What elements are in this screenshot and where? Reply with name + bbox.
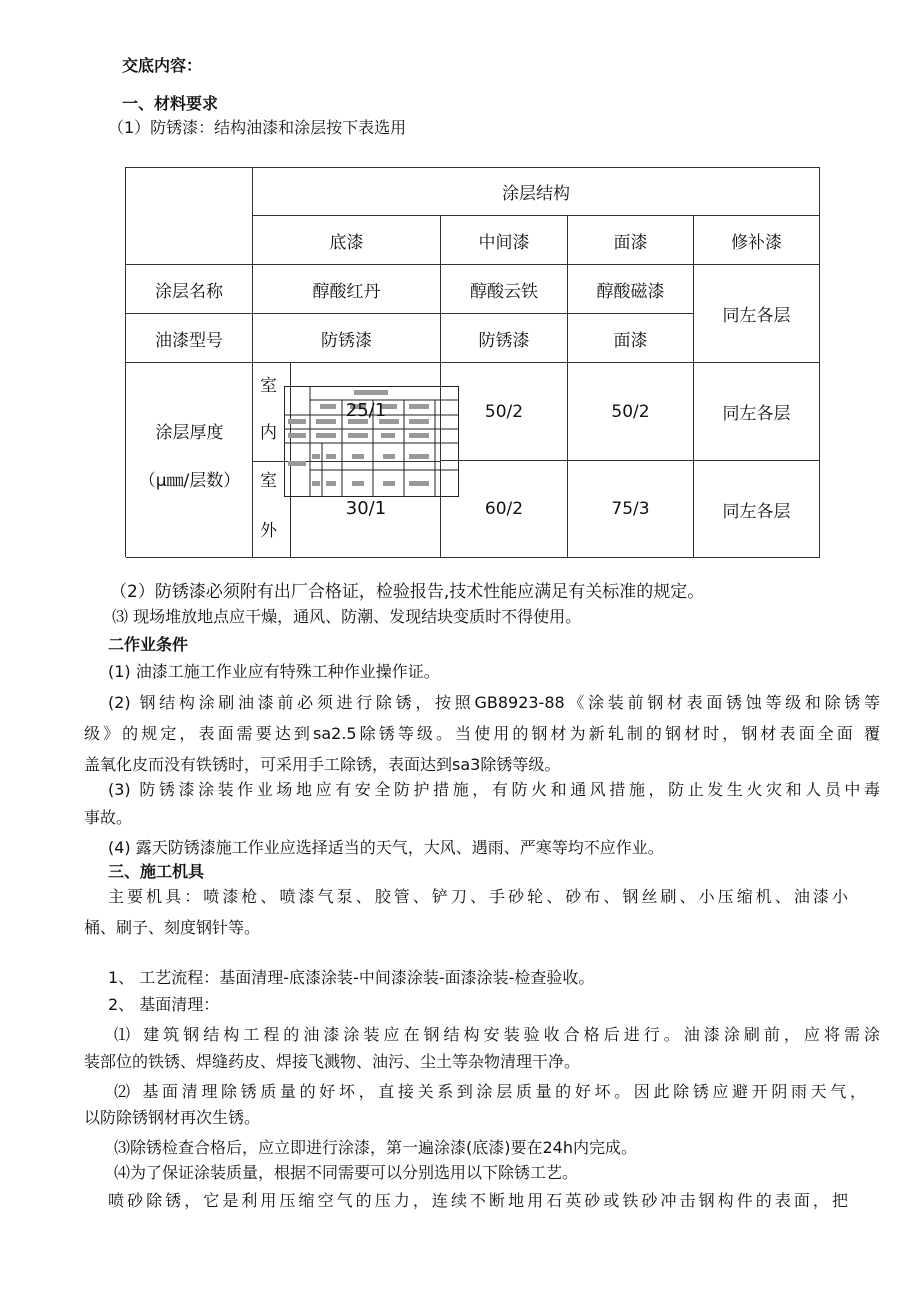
section-title-materials: 一、材料要求: [122, 94, 219, 113]
table-merged-cell: 同左各层: [694, 265, 820, 363]
outdoor-char: 室: [260, 471, 277, 491]
paragraph-line: 桶、刷子、刻度钢针等。: [84, 918, 261, 937]
paragraph: ⑶除锈检查合格后，应立即进行涂漆，第一遍涂漆(底漆)要在24h内完成。: [114, 1138, 637, 1157]
coating-table: [125, 167, 820, 557]
table-cell: 醇酸磁漆: [568, 265, 694, 314]
table-column-header: 面漆: [568, 216, 694, 265]
paragraph-line: 级》的规定，表面需要达到sa2.5除锈等级。当使用的钢材为新轧制的钢材时，钢材表面全面 覆: [84, 724, 880, 743]
table-row-label-thickness: [126, 363, 253, 558]
table-row-label: 涂层名称: [126, 265, 253, 314]
table-column-header: 底漆: [253, 216, 441, 265]
paragraph-line: 事故。: [84, 808, 133, 827]
paragraph: （2）防锈漆必须附有出厂合格证，检验报告,技术性能应满足有关标准的规定。: [110, 582, 705, 602]
paragraph-line: (3) 防锈漆涂装作业场地应有安全防护措施，有防火和通风措施，防止发生火灾和人员中毒: [108, 780, 880, 799]
table-cell: 面漆: [568, 314, 694, 363]
table-cell-value: 30/1: [345, 498, 387, 519]
outdoor-char: 外: [260, 521, 277, 541]
thickness-label: 涂层厚度: [155, 423, 224, 443]
table-group-header: 涂层结构: [253, 168, 820, 216]
paragraph: （1）防锈漆：结构油漆和涂层按下表选用: [108, 118, 407, 137]
process-step: 1、 工艺流程：基面清理-底漆涂装-中间漆涂装-面漆涂装-检查验收。: [108, 968, 595, 987]
indoor-char: 内: [260, 423, 277, 443]
table-cell: 醇酸红丹: [253, 265, 441, 314]
table-cell: 75/3: [568, 461, 694, 558]
paragraph: (1) 油漆工施工作业应有特殊工种作业操作证。: [108, 662, 440, 681]
table-cell: 60/2: [441, 461, 568, 558]
table-cell: 防锈漆: [441, 314, 568, 363]
table-cell: 防锈漆: [253, 314, 441, 363]
table-cell: 同左各层: [694, 461, 820, 558]
table-column-header: 中间漆: [441, 216, 568, 265]
paragraph-line: ⑴ 建筑钢结构工程的油漆涂装应在钢结构安装验收合格后进行。油漆涂刷前，应将需涂: [114, 1025, 880, 1044]
paragraph-line: (2) 钢结构涂刷油漆前必须进行除锈，按照GB8923-88《涂装前钢材表面锈蚀等级和除锈等: [108, 693, 880, 712]
table-cell: 醇酸云铁: [441, 265, 568, 314]
paragraph: (4) 露天防锈漆施工作业应选择适当的天气，大风、遇雨、严寒等均不应作业。: [108, 838, 664, 857]
paragraph-line: 盖氧化皮而没有铁锈时，可采用手工除锈，表面达到sa3除锈等级。: [84, 755, 561, 774]
indoor-char: 室: [260, 376, 277, 396]
table-cell: 50/2: [568, 363, 694, 461]
table-cell: 同左各层: [694, 363, 820, 461]
table-row-label: 油漆型号: [126, 314, 253, 363]
paragraph-line: ⑵ 基面清理除锈质量的好坏，直接关系到涂层质量的好坏。因此除锈应避开阴雨天气，: [114, 1082, 866, 1101]
table-corner-cell: [126, 168, 253, 265]
document-heading: 交底内容：: [122, 56, 203, 75]
thickness-unit: （μ㎜/层数）: [138, 471, 241, 491]
paragraph-line: 喷砂除锈，它是利用压缩空气的压力，连续不断地用石英砂或铁砂冲击钢构件的表面，把: [108, 1191, 848, 1210]
table-column-header: 修补漆: [694, 216, 820, 265]
table-cell-value: 25/1: [345, 400, 387, 421]
paragraph-line: 主要机具：喷漆枪、喷漆气泵、胶管、铲刀、手砂轮、砂布、钢丝刷、小压缩机、油漆小: [108, 887, 848, 906]
section-title-conditions: 二作业条件: [108, 635, 189, 654]
paragraph-line: 装部位的铁锈、焊缝药皮、焊接飞溅物、油污、尘土等杂物清理干净。: [84, 1052, 581, 1071]
section-title-tools: 三、施工机具: [108, 862, 205, 881]
process-step: 2、 基面清理：: [108, 995, 220, 1014]
paragraph-line: 以防除锈钢材再次生锈。: [84, 1108, 261, 1127]
paragraph: ⑷为了保证涂装质量，根据不同需要可以分别选用以下除锈工艺。: [114, 1163, 579, 1182]
table-cell: 50/2: [441, 363, 568, 461]
paragraph: ⑶ 现场堆放地点应干燥，通风、防潮、发现结块变质时不得使用。: [112, 607, 582, 626]
